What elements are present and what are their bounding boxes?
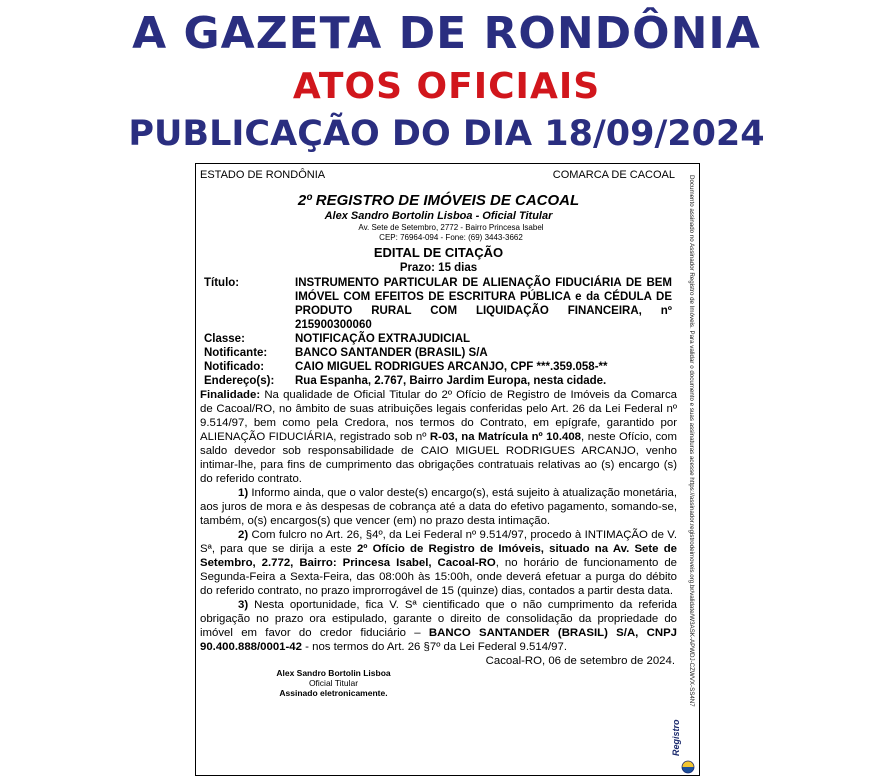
- item-3-number: 3): [238, 599, 249, 611]
- office-address: Av. Sete de Setembro, 2772 - Bairro Princesa Isabel: [358, 223, 544, 232]
- item-3-text: Nesta oportunidade, fica V. Sª cientificado que o não cumprimento da referida obrigação no prazo ora estipulado, garante o direito de consolidação da propriedade do imóvel em favor do credor fiduciário –: [200, 599, 677, 639]
- item-1-paragraph: [200, 486, 677, 528]
- item-2-paragraph: [200, 528, 677, 598]
- field-row: [200, 346, 672, 360]
- fields-table: [200, 276, 672, 388]
- item-1-text: Informo ainda, que o valor deste(s) encargo(s), está sujeito à atualização monetária, aos juros de mora e às despesas de cobrança até a data do efetivo pagamento, somando-se, também, o(s) encargos(s) que vencer (em) no prazo desta intimação.: [200, 487, 677, 527]
- state-label: ESTADO DE RONDÔNIA: [200, 169, 326, 181]
- edital-title: EDITAL DE CITAÇÃO: [373, 245, 504, 260]
- item-2-text: Com fulcro no Art. 26, §4º, da Lei Federal nº 9.514/97, procedo à INTIMAÇÃO de V. Sª, para que se dirija a este: [200, 529, 677, 555]
- finalidade-paragraph: [200, 388, 677, 486]
- finalidade-text: Na qualidade de Oficial Titular do 2º Ofício de Registro de Imóveis da Comarca de Cacoal/RO, no âmbito de suas atribuições legais conferidas pelo Art. 26 da Lei Federal nº 9.514/97, bem como pela Credora, nos termos do Contrato, em epígrafe, garantido por ALIENAÇÃO FIDUCIÁRIA, registrado sob nº: [200, 389, 677, 443]
- signature-block: [0, 668, 677, 698]
- field-row: [200, 360, 672, 374]
- office-cep-phone: CEP: 76964-094 - Fone: (69) 3443-3662: [379, 233, 523, 242]
- district-label: COMARCA DE CACOAL: [552, 169, 675, 181]
- field-row: [200, 374, 672, 388]
- signer-name: Alex Sandro Bortolin Lisboa: [276, 668, 391, 678]
- field-value: INSTRUMENTO PARTICULAR DE ALIENAÇÃO FIDUCIÁRIA DE BEM IMÓVEL COM EFEITOS DE ESCRITURA PÚBLICA e da CÉDULA DE PRODUTO RURAL COM LIQUIDAÇÃO FINANCEIRA, nº 215900300060: [295, 277, 672, 331]
- field-label: Título:: [204, 277, 240, 289]
- field-value: CAIO MIGUEL RODRIGUES ARCANJO, CPF ***.359.058-**: [295, 361, 608, 373]
- section-title: ATOS OFICIAIS: [292, 66, 601, 107]
- office-name: 2º REGISTRO DE IMÓVEIS DE CACOAL: [297, 192, 580, 209]
- field-label: Endereço(s):: [204, 375, 275, 387]
- field-value: Rua Espanha, 2.767, Bairro Jardim Europa, nesta cidade.: [295, 375, 607, 387]
- logo-text: Registro: [671, 719, 681, 756]
- registro-logo: [671, 719, 697, 774]
- signature-validation-note: [688, 170, 705, 775]
- field-row: [200, 332, 672, 346]
- item-2-number: 2): [238, 529, 249, 541]
- item-3-paragraph: [200, 598, 677, 654]
- item-3-creditor: BANCO SANTANDER (BRASIL) S/A, CNPJ 90.400.888/0001-42: [200, 627, 677, 653]
- logo-globe-icon: [671, 726, 697, 774]
- item-2-text-cont: , no horário de funcionamento de Segunda-Feira a Sexta-Feira, das 08:00h às 15:00h, onde deverá efetuar a purga do débito do referido contrato, no prazo improrrogável de 15 (quinze) dias, contados a partir desta data.: [200, 557, 677, 597]
- deadline: Prazo: 15 dias: [399, 262, 478, 274]
- field-value: NOTIFICAÇÃO EXTRAJUDICIAL: [295, 333, 471, 345]
- finalidade-registration: R-03, na Matrícula nº 10.408: [429, 431, 582, 443]
- place-date: Cacoal-RO, 06 de setembro de 2024.: [485, 655, 675, 667]
- publication-date: PUBLICAÇÃO DO DIA 18/09/2024: [128, 114, 765, 154]
- edital-box: [195, 163, 700, 776]
- signature-note: Assinado eletronicamente.: [279, 688, 388, 698]
- item-1-number: 1): [238, 487, 249, 499]
- finalidade-text-cont: , neste Ofício, com saldo devedor sob responsabilidade de CAIO MIGUEL RODRIGUES ARCANJO, venho intimar-lhe, para fins de cumprimento das obrigações contratuais relativas ao (s) encargo (s) do referido contrato.: [200, 431, 677, 485]
- field-label: Notificante:: [204, 347, 268, 359]
- finalidade-label: Finalidade:: [200, 389, 261, 401]
- edital-content: [200, 184, 677, 698]
- newspaper-title: A GAZETA DE RONDÔNIA: [132, 8, 761, 59]
- field-label: Notificado:: [204, 361, 265, 373]
- field-label: Classe:: [204, 333, 245, 345]
- field-value: BANCO SANTANDER (BRASIL) S/A: [295, 347, 488, 359]
- side-text: Documento assinado no Assinador Registro de Imóveis. Para validar o documento e suas assinaturas acesse https://assinador.registrodeimoveis.org.br/validate/W3ASK-APWDJ-CZWVX-SS4N7: [688, 175, 695, 707]
- item-2-office-address: 2º Ofício de Registro de Imóveis, situado na Av. Sete de Setembro, 2.772, Bairro: Princesa Isabel, Cacoal-RO: [200, 543, 677, 569]
- signer-role: Oficial Titular: [308, 678, 359, 688]
- field-row: [200, 276, 672, 332]
- item-3-text-cont: - nos termos do Art. 26 §7º da Lei Federal 9.514/97.: [301, 641, 568, 653]
- officer-name: Alex Sandro Bortolin Lisboa - Oficial Titular: [324, 210, 553, 222]
